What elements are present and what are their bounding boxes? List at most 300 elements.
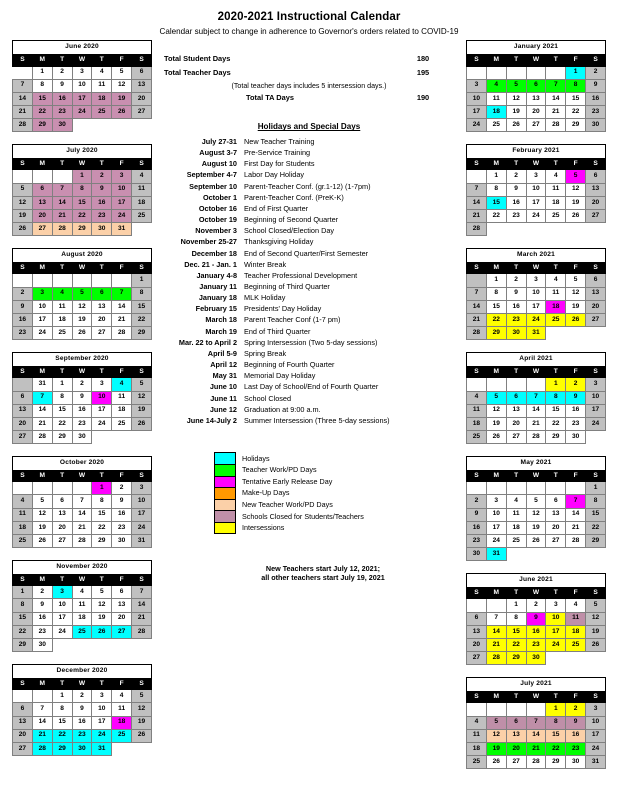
calendar-day-cell[interactable]: 31: [132, 535, 152, 548]
calendar-day-cell[interactable]: 6: [112, 586, 132, 599]
calendar-day-cell[interactable]: 10: [586, 391, 606, 404]
calendar-day-cell[interactable]: 2: [32, 586, 52, 599]
calendar-day-cell[interactable]: 13: [506, 729, 526, 742]
calendar-day-cell[interactable]: 5: [132, 378, 152, 391]
calendar-day-cell[interactable]: 12: [72, 300, 92, 313]
calendar-day-cell[interactable]: 2: [586, 66, 606, 79]
calendar-day-cell[interactable]: 11: [52, 300, 72, 313]
calendar-day-cell[interactable]: 30: [92, 223, 112, 236]
calendar-day-cell[interactable]: 20: [506, 742, 526, 755]
calendar-day-cell[interactable]: 5: [586, 599, 606, 612]
calendar-day-cell[interactable]: 28: [13, 119, 33, 132]
calendar-day-cell[interactable]: 12: [566, 287, 586, 300]
calendar-day-cell[interactable]: 7: [52, 183, 72, 196]
calendar-day-cell[interactable]: 7: [526, 716, 546, 729]
calendar-day-cell[interactable]: 25: [112, 729, 132, 742]
calendar-day-cell[interactable]: 25: [486, 119, 506, 132]
calendar-day-cell[interactable]: 21: [112, 313, 132, 326]
calendar-day-cell[interactable]: 18: [92, 92, 112, 105]
calendar-day-cell[interactable]: 18: [112, 716, 132, 729]
calendar-day-cell[interactable]: 28: [132, 625, 152, 638]
calendar-day-cell[interactable]: 16: [526, 625, 546, 638]
calendar-day-cell[interactable]: 30: [526, 652, 546, 665]
calendar-day-cell[interactable]: 14: [467, 196, 487, 209]
calendar-day-cell[interactable]: 30: [506, 327, 526, 340]
calendar-day-cell[interactable]: 17: [467, 106, 487, 119]
calendar-day-cell[interactable]: 17: [586, 404, 606, 417]
calendar-day-cell[interactable]: 2: [506, 170, 526, 183]
calendar-day-cell[interactable]: 9: [467, 508, 487, 521]
calendar-day-cell[interactable]: 10: [526, 183, 546, 196]
calendar-day-cell[interactable]: 8: [566, 79, 586, 92]
calendar-day-cell[interactable]: 14: [526, 404, 546, 417]
calendar-day-cell[interactable]: 9: [72, 703, 92, 716]
calendar-day-cell[interactable]: 6: [52, 495, 72, 508]
calendar-day-cell[interactable]: 23: [72, 729, 92, 742]
calendar-day-cell[interactable]: 19: [486, 742, 506, 755]
calendar-day-cell[interactable]: 2: [52, 66, 72, 79]
calendar-day-cell[interactable]: 15: [72, 196, 92, 209]
calendar-day-cell[interactable]: 14: [13, 92, 33, 105]
calendar-day-cell[interactable]: 17: [112, 196, 132, 209]
calendar-day-cell[interactable]: 15: [13, 612, 33, 625]
calendar-day-cell[interactable]: 23: [506, 210, 526, 223]
calendar-day-cell[interactable]: 20: [586, 196, 606, 209]
calendar-day-cell[interactable]: 9: [112, 495, 132, 508]
calendar-day-cell[interactable]: 15: [566, 92, 586, 105]
calendar-day-cell[interactable]: 24: [132, 521, 152, 534]
calendar-day-cell[interactable]: 26: [486, 756, 506, 769]
calendar-day-cell[interactable]: 21: [526, 742, 546, 755]
calendar-day-cell[interactable]: 10: [52, 599, 72, 612]
calendar-day-cell[interactable]: 9: [32, 599, 52, 612]
calendar-day-cell[interactable]: 25: [566, 638, 586, 651]
calendar-day-cell[interactable]: 14: [566, 508, 586, 521]
calendar-day-cell[interactable]: 20: [13, 729, 33, 742]
calendar-day-cell[interactable]: 4: [92, 66, 112, 79]
calendar-day-cell[interactable]: 27: [92, 327, 112, 340]
calendar-day-cell[interactable]: 29: [506, 652, 526, 665]
calendar-day-cell[interactable]: 19: [72, 313, 92, 326]
calendar-day-cell[interactable]: 31: [32, 378, 52, 391]
calendar-day-cell[interactable]: 5: [566, 274, 586, 287]
calendar-day-cell[interactable]: 31: [586, 756, 606, 769]
calendar-day-cell[interactable]: 2: [112, 482, 132, 495]
calendar-day-cell[interactable]: 2: [72, 378, 92, 391]
calendar-day-cell[interactable]: 13: [586, 183, 606, 196]
calendar-day-cell[interactable]: 3: [586, 378, 606, 391]
calendar-day-cell[interactable]: 16: [72, 716, 92, 729]
calendar-day-cell[interactable]: 16: [506, 300, 526, 313]
calendar-day-cell[interactable]: 14: [526, 729, 546, 742]
calendar-day-cell[interactable]: 12: [132, 703, 152, 716]
calendar-day-cell[interactable]: 22: [32, 106, 52, 119]
calendar-day-cell[interactable]: 31: [486, 548, 506, 561]
calendar-day-cell[interactable]: 18: [112, 404, 132, 417]
calendar-day-cell[interactable]: 17: [52, 612, 72, 625]
calendar-day-cell[interactable]: 4: [13, 495, 33, 508]
calendar-day-cell[interactable]: 4: [72, 586, 92, 599]
calendar-day-cell[interactable]: 26: [566, 210, 586, 223]
calendar-day-cell[interactable]: 22: [546, 417, 566, 430]
calendar-day-cell[interactable]: 5: [92, 586, 112, 599]
calendar-day-cell[interactable]: 27: [526, 119, 546, 132]
calendar-day-cell[interactable]: 23: [506, 313, 526, 326]
calendar-day-cell[interactable]: 15: [486, 300, 506, 313]
calendar-day-cell[interactable]: 9: [526, 612, 546, 625]
calendar-day-cell[interactable]: 8: [72, 183, 92, 196]
calendar-day-cell[interactable]: 8: [586, 495, 606, 508]
calendar-day-cell[interactable]: 4: [506, 495, 526, 508]
calendar-day-cell[interactable]: 20: [586, 300, 606, 313]
calendar-day-cell[interactable]: 15: [132, 300, 152, 313]
calendar-day-cell[interactable]: 5: [112, 66, 132, 79]
calendar-day-cell[interactable]: 19: [132, 716, 152, 729]
calendar-day-cell[interactable]: 5: [566, 170, 586, 183]
calendar-day-cell[interactable]: 4: [467, 716, 487, 729]
calendar-day-cell[interactable]: 24: [467, 119, 487, 132]
calendar-day-cell[interactable]: 19: [586, 625, 606, 638]
calendar-day-cell[interactable]: 13: [32, 196, 52, 209]
calendar-day-cell[interactable]: 3: [486, 495, 506, 508]
calendar-day-cell[interactable]: 21: [566, 521, 586, 534]
calendar-day-cell[interactable]: 15: [586, 508, 606, 521]
calendar-day-cell[interactable]: 8: [92, 495, 112, 508]
calendar-day-cell[interactable]: 21: [13, 106, 33, 119]
calendar-day-cell[interactable]: 16: [52, 92, 72, 105]
calendar-day-cell[interactable]: 15: [32, 92, 52, 105]
calendar-day-cell[interactable]: 3: [92, 690, 112, 703]
calendar-day-cell[interactable]: 17: [132, 508, 152, 521]
calendar-day-cell[interactable]: 16: [13, 313, 33, 326]
calendar-day-cell[interactable]: 4: [112, 690, 132, 703]
calendar-day-cell[interactable]: 22: [546, 742, 566, 755]
calendar-day-cell[interactable]: 28: [526, 756, 546, 769]
calendar-day-cell[interactable]: 23: [586, 106, 606, 119]
calendar-day-cell[interactable]: 20: [112, 612, 132, 625]
calendar-day-cell[interactable]: 17: [526, 300, 546, 313]
calendar-day-cell[interactable]: 7: [526, 391, 546, 404]
calendar-day-cell[interactable]: 1: [52, 378, 72, 391]
calendar-day-cell[interactable]: 31: [112, 223, 132, 236]
calendar-day-cell[interactable]: 7: [112, 287, 132, 300]
calendar-day-cell[interactable]: 20: [526, 106, 546, 119]
calendar-day-cell[interactable]: 12: [112, 79, 132, 92]
calendar-day-cell[interactable]: 9: [13, 300, 33, 313]
calendar-day-cell[interactable]: 26: [506, 119, 526, 132]
calendar-day-cell[interactable]: 5: [506, 79, 526, 92]
calendar-day-cell[interactable]: 16: [566, 729, 586, 742]
calendar-day-cell[interactable]: 18: [486, 106, 506, 119]
calendar-day-cell[interactable]: 24: [92, 417, 112, 430]
calendar-day-cell[interactable]: 29: [566, 119, 586, 132]
calendar-day-cell[interactable]: 27: [32, 223, 52, 236]
calendar-day-cell[interactable]: 15: [506, 625, 526, 638]
calendar-day-cell[interactable]: 10: [72, 79, 92, 92]
calendar-day-cell[interactable]: 15: [52, 404, 72, 417]
calendar-day-cell[interactable]: 26: [586, 638, 606, 651]
calendar-day-cell[interactable]: 6: [506, 391, 526, 404]
calendar-day-cell[interactable]: 23: [52, 106, 72, 119]
calendar-day-cell[interactable]: 23: [526, 638, 546, 651]
calendar-day-cell[interactable]: 28: [112, 327, 132, 340]
calendar-day-cell[interactable]: 22: [13, 625, 33, 638]
calendar-day-cell[interactable]: 30: [467, 548, 487, 561]
calendar-day-cell[interactable]: 8: [132, 287, 152, 300]
calendar-day-cell[interactable]: 25: [546, 210, 566, 223]
calendar-day-cell[interactable]: 3: [32, 287, 52, 300]
calendar-day-cell[interactable]: 25: [467, 431, 487, 444]
calendar-day-cell[interactable]: 3: [72, 66, 92, 79]
calendar-day-cell[interactable]: 30: [566, 756, 586, 769]
calendar-day-cell[interactable]: 24: [586, 742, 606, 755]
calendar-day-cell[interactable]: 14: [486, 625, 506, 638]
calendar-day-cell[interactable]: 24: [32, 327, 52, 340]
calendar-day-cell[interactable]: 28: [546, 119, 566, 132]
calendar-day-cell[interactable]: 26: [132, 729, 152, 742]
calendar-day-cell[interactable]: 13: [112, 599, 132, 612]
calendar-day-cell[interactable]: 1: [586, 482, 606, 495]
calendar-day-cell[interactable]: 1: [13, 586, 33, 599]
calendar-day-cell[interactable]: 9: [586, 79, 606, 92]
calendar-day-cell[interactable]: 1: [486, 274, 506, 287]
calendar-day-cell[interactable]: 5: [486, 391, 506, 404]
calendar-day-cell[interactable]: 2: [566, 703, 586, 716]
calendar-day-cell[interactable]: 19: [566, 300, 586, 313]
calendar-day-cell[interactable]: 13: [132, 79, 152, 92]
calendar-day-cell[interactable]: 25: [112, 417, 132, 430]
calendar-day-cell[interactable]: 11: [486, 92, 506, 105]
calendar-day-cell[interactable]: 10: [526, 287, 546, 300]
calendar-day-cell[interactable]: 21: [467, 313, 487, 326]
calendar-day-cell[interactable]: 18: [52, 313, 72, 326]
calendar-day-cell[interactable]: 5: [486, 716, 506, 729]
calendar-day-cell[interactable]: 6: [526, 79, 546, 92]
calendar-day-cell[interactable]: 18: [467, 742, 487, 755]
calendar-day-cell[interactable]: 24: [586, 417, 606, 430]
calendar-day-cell[interactable]: 6: [467, 612, 487, 625]
calendar-day-cell[interactable]: 4: [132, 170, 152, 183]
calendar-day-cell[interactable]: 6: [506, 716, 526, 729]
calendar-day-cell[interactable]: 29: [546, 431, 566, 444]
calendar-day-cell[interactable]: 9: [72, 391, 92, 404]
calendar-day-cell[interactable]: 28: [72, 535, 92, 548]
calendar-day-cell[interactable]: 17: [32, 313, 52, 326]
calendar-day-cell[interactable]: 23: [92, 210, 112, 223]
calendar-day-cell[interactable]: 29: [13, 638, 33, 651]
calendar-day-cell[interactable]: 19: [566, 196, 586, 209]
calendar-day-cell[interactable]: 3: [132, 482, 152, 495]
calendar-day-cell[interactable]: 27: [586, 313, 606, 326]
calendar-day-cell[interactable]: 30: [112, 535, 132, 548]
calendar-day-cell[interactable]: 5: [72, 287, 92, 300]
calendar-day-cell[interactable]: 29: [52, 742, 72, 755]
calendar-day-cell[interactable]: 29: [72, 223, 92, 236]
calendar-day-cell[interactable]: 1: [52, 690, 72, 703]
calendar-day-cell[interactable]: 20: [467, 638, 487, 651]
calendar-day-cell[interactable]: 13: [506, 404, 526, 417]
calendar-day-cell[interactable]: 12: [32, 508, 52, 521]
calendar-day-cell[interactable]: 14: [112, 300, 132, 313]
calendar-day-cell[interactable]: 25: [52, 327, 72, 340]
calendar-day-cell[interactable]: 23: [566, 417, 586, 430]
calendar-day-cell[interactable]: 21: [546, 106, 566, 119]
calendar-day-cell[interactable]: 7: [72, 495, 92, 508]
calendar-day-cell[interactable]: 27: [13, 742, 33, 755]
calendar-day-cell[interactable]: 30: [52, 119, 72, 132]
calendar-day-cell[interactable]: 1: [546, 703, 566, 716]
calendar-day-cell[interactable]: 22: [566, 106, 586, 119]
calendar-day-cell[interactable]: 4: [52, 287, 72, 300]
calendar-day-cell[interactable]: 13: [92, 300, 112, 313]
calendar-day-cell[interactable]: 27: [132, 106, 152, 119]
calendar-day-cell[interactable]: 7: [32, 391, 52, 404]
calendar-day-cell[interactable]: 26: [92, 625, 112, 638]
calendar-day-cell[interactable]: 11: [506, 508, 526, 521]
calendar-day-cell[interactable]: 8: [546, 391, 566, 404]
calendar-day-cell[interactable]: 10: [92, 703, 112, 716]
calendar-day-cell[interactable]: 3: [546, 599, 566, 612]
calendar-day-cell[interactable]: 27: [52, 535, 72, 548]
calendar-day-cell[interactable]: 19: [132, 404, 152, 417]
calendar-day-cell[interactable]: 19: [112, 92, 132, 105]
calendar-day-cell[interactable]: 10: [92, 391, 112, 404]
calendar-day-cell[interactable]: 30: [586, 119, 606, 132]
calendar-day-cell[interactable]: 6: [546, 495, 566, 508]
calendar-day-cell[interactable]: 2: [506, 274, 526, 287]
calendar-day-cell[interactable]: 31: [92, 742, 112, 755]
calendar-day-cell[interactable]: 12: [132, 391, 152, 404]
calendar-day-cell[interactable]: 8: [32, 79, 52, 92]
calendar-day-cell[interactable]: 11: [132, 183, 152, 196]
calendar-day-cell[interactable]: 28: [467, 327, 487, 340]
calendar-day-cell[interactable]: 17: [546, 625, 566, 638]
calendar-day-cell[interactable]: 22: [52, 417, 72, 430]
calendar-day-cell[interactable]: 8: [486, 287, 506, 300]
calendar-day-cell[interactable]: 11: [112, 703, 132, 716]
calendar-day-cell[interactable]: 19: [13, 210, 33, 223]
calendar-day-cell[interactable]: 18: [566, 625, 586, 638]
calendar-day-cell[interactable]: 5: [32, 495, 52, 508]
calendar-day-cell[interactable]: 18: [546, 196, 566, 209]
calendar-day-cell[interactable]: 21: [52, 210, 72, 223]
calendar-day-cell[interactable]: 14: [546, 92, 566, 105]
calendar-day-cell[interactable]: 19: [526, 521, 546, 534]
calendar-day-cell[interactable]: 3: [586, 703, 606, 716]
calendar-day-cell[interactable]: 21: [32, 729, 52, 742]
calendar-day-cell[interactable]: 20: [52, 521, 72, 534]
calendar-day-cell[interactable]: 25: [132, 210, 152, 223]
calendar-day-cell[interactable]: 7: [32, 703, 52, 716]
calendar-day-cell[interactable]: 26: [132, 417, 152, 430]
calendar-day-cell[interactable]: 30: [566, 431, 586, 444]
calendar-day-cell[interactable]: 1: [566, 66, 586, 79]
calendar-day-cell[interactable]: 26: [486, 431, 506, 444]
calendar-day-cell[interactable]: 11: [72, 599, 92, 612]
calendar-day-cell[interactable]: 19: [486, 417, 506, 430]
calendar-day-cell[interactable]: 12: [586, 612, 606, 625]
calendar-day-cell[interactable]: 21: [72, 521, 92, 534]
calendar-day-cell[interactable]: 1: [72, 170, 92, 183]
calendar-day-cell[interactable]: 11: [566, 612, 586, 625]
calendar-day-cell[interactable]: 20: [92, 313, 112, 326]
calendar-day-cell[interactable]: 18: [467, 417, 487, 430]
calendar-day-cell[interactable]: 4: [546, 170, 566, 183]
calendar-day-cell[interactable]: 29: [32, 119, 52, 132]
calendar-day-cell[interactable]: 19: [92, 612, 112, 625]
calendar-day-cell[interactable]: 15: [52, 716, 72, 729]
calendar-day-cell[interactable]: 2: [13, 287, 33, 300]
calendar-day-cell[interactable]: 17: [92, 404, 112, 417]
calendar-day-cell[interactable]: 16: [112, 508, 132, 521]
calendar-day-cell[interactable]: 29: [132, 327, 152, 340]
calendar-day-cell[interactable]: 2: [92, 170, 112, 183]
calendar-day-cell[interactable]: 20: [132, 92, 152, 105]
calendar-day-cell[interactable]: 27: [506, 431, 526, 444]
calendar-day-cell[interactable]: 26: [72, 327, 92, 340]
calendar-day-cell[interactable]: 17: [586, 729, 606, 742]
calendar-day-cell[interactable]: 9: [506, 287, 526, 300]
calendar-day-cell[interactable]: 16: [566, 404, 586, 417]
calendar-day-cell[interactable]: 26: [526, 535, 546, 548]
calendar-day-cell[interactable]: 22: [92, 521, 112, 534]
calendar-day-cell[interactable]: 28: [526, 431, 546, 444]
calendar-day-cell[interactable]: 29: [586, 535, 606, 548]
calendar-day-cell[interactable]: 15: [546, 729, 566, 742]
calendar-day-cell[interactable]: 12: [506, 92, 526, 105]
calendar-day-cell[interactable]: 16: [72, 404, 92, 417]
calendar-day-cell[interactable]: 12: [566, 183, 586, 196]
calendar-day-cell[interactable]: 12: [526, 508, 546, 521]
calendar-day-cell[interactable]: 18: [132, 196, 152, 209]
calendar-day-cell[interactable]: 21: [467, 210, 487, 223]
calendar-day-cell[interactable]: 1: [132, 274, 152, 287]
calendar-day-cell[interactable]: 4: [112, 378, 132, 391]
calendar-day-cell[interactable]: 16: [586, 92, 606, 105]
calendar-day-cell[interactable]: 8: [13, 599, 33, 612]
calendar-day-cell[interactable]: 24: [72, 106, 92, 119]
calendar-day-cell[interactable]: 6: [13, 703, 33, 716]
calendar-day-cell[interactable]: 7: [566, 495, 586, 508]
calendar-day-cell[interactable]: 22: [486, 313, 506, 326]
calendar-day-cell[interactable]: 26: [13, 223, 33, 236]
calendar-day-cell[interactable]: 10: [486, 508, 506, 521]
calendar-day-cell[interactable]: 11: [467, 729, 487, 742]
calendar-day-cell[interactable]: 27: [467, 652, 487, 665]
calendar-day-cell[interactable]: 27: [546, 535, 566, 548]
calendar-day-cell[interactable]: 15: [486, 196, 506, 209]
calendar-day-cell[interactable]: 3: [526, 170, 546, 183]
calendar-day-cell[interactable]: 8: [52, 391, 72, 404]
calendar-day-cell[interactable]: 28: [486, 652, 506, 665]
calendar-day-cell[interactable]: 23: [467, 535, 487, 548]
calendar-day-cell[interactable]: 13: [13, 716, 33, 729]
calendar-day-cell[interactable]: 22: [506, 638, 526, 651]
calendar-day-cell[interactable]: 31: [526, 327, 546, 340]
calendar-day-cell[interactable]: 10: [32, 300, 52, 313]
calendar-day-cell[interactable]: 13: [526, 92, 546, 105]
calendar-day-cell[interactable]: 28: [52, 223, 72, 236]
calendar-day-cell[interactable]: 5: [526, 495, 546, 508]
calendar-day-cell[interactable]: 13: [546, 508, 566, 521]
calendar-day-cell[interactable]: 24: [526, 210, 546, 223]
calendar-day-cell[interactable]: 16: [92, 196, 112, 209]
calendar-day-cell[interactable]: 23: [112, 521, 132, 534]
calendar-day-cell[interactable]: 27: [586, 210, 606, 223]
calendar-day-cell[interactable]: 6: [586, 170, 606, 183]
calendar-day-cell[interactable]: 29: [486, 327, 506, 340]
calendar-day-cell[interactable]: 10: [546, 612, 566, 625]
